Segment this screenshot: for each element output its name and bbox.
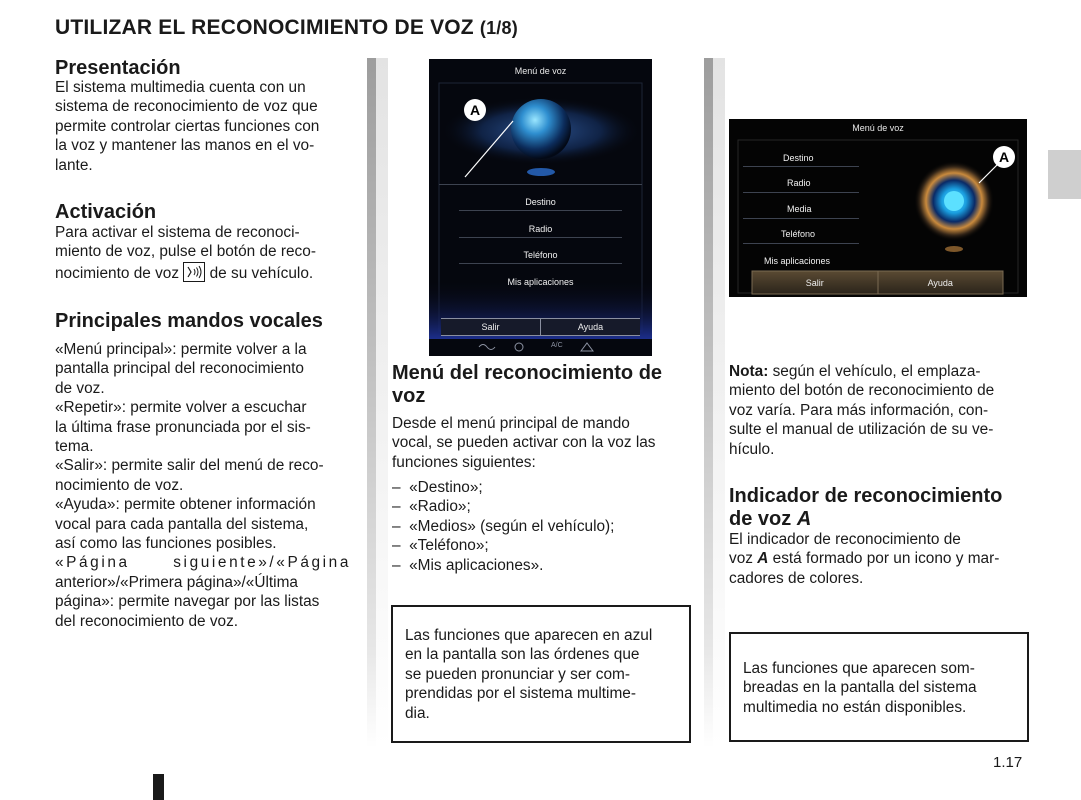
presentacion-text xyxy=(55,78,351,175)
list-item: – «Mis aplicaciones». xyxy=(392,556,544,574)
voice-functions-list xyxy=(392,478,614,575)
menu-item-media[interactable]: Media xyxy=(787,204,812,214)
menu-item-mis-aplicaciones[interactable]: Mis aplicaciones xyxy=(764,256,831,266)
text-line: «Menú principal»: permite volver a la xyxy=(55,341,307,358)
action-bar xyxy=(752,275,1003,292)
text-line: lante. xyxy=(55,156,93,174)
column-divider-right-shade xyxy=(713,58,725,748)
page-edge-marker xyxy=(153,774,164,800)
voice-menu-screen-portrait xyxy=(429,59,652,356)
screen-title: Menú de voz xyxy=(852,123,904,133)
column-divider-left xyxy=(367,58,376,748)
text-line: de su vehículo. xyxy=(209,264,314,282)
list-item: – «Destino»; xyxy=(392,479,483,496)
text-line: según el vehículo, el emplaza- xyxy=(772,363,981,380)
text-line: así como las funciones posibles. xyxy=(55,535,277,553)
section-side-tab xyxy=(1048,150,1081,199)
menu-divider xyxy=(743,218,859,219)
text-line: Para activar el sistema de reconoci- xyxy=(55,224,300,241)
ac-label: A/C xyxy=(551,342,563,349)
menu-divider xyxy=(743,166,859,167)
page-title-part: (1/8) xyxy=(479,18,518,38)
note-box-shaded-functions xyxy=(729,632,1029,742)
mandos-heading: Principales mandos vocales xyxy=(55,310,323,332)
text-line: Desde el menú principal de mando xyxy=(392,415,630,432)
text-line: de voz. xyxy=(55,379,105,397)
menu-item-destino[interactable]: Destino xyxy=(783,153,814,163)
text-line: permite controlar ciertas funciones con xyxy=(55,117,320,135)
menu-divider xyxy=(439,184,642,185)
list-item: – «Teléfono»; xyxy=(392,537,489,555)
menu-item-telefono[interactable]: Teléfono xyxy=(523,250,558,260)
heading-line: de voz xyxy=(729,508,792,530)
menu-voz-heading xyxy=(392,362,662,408)
indicador-heading xyxy=(729,485,1002,531)
voice-button-icon xyxy=(183,262,205,282)
text-line: «Página siguiente»/«Página xyxy=(55,554,351,572)
text-line: página»: permite navegar por las listas xyxy=(55,593,320,611)
text-line: del reconocimiento de voz. xyxy=(55,612,239,630)
text-line: anterior»/«Primera página»/«Última xyxy=(55,573,298,591)
screen-background-graphic xyxy=(429,59,652,356)
text-line: Las funciones que aparecen som- xyxy=(743,660,975,677)
text-line: «Ayuda»: permite obtener información xyxy=(55,496,316,514)
text-line: vocal, se pueden activar con la voz las xyxy=(392,434,656,452)
list-item: – «Medios» (según el vehículo); xyxy=(392,517,615,535)
column-divider-left-shade xyxy=(376,58,388,748)
page-number: 1.17 xyxy=(993,754,1023,771)
text-line: dia. xyxy=(405,704,430,722)
text-line: pantalla principal del reconocimiento xyxy=(55,360,304,378)
text-line: nocimiento de voz xyxy=(55,264,180,282)
text-line: El indicador de reconocimiento de xyxy=(729,531,961,548)
menu-item-mis-aplicaciones[interactable]: Mis aplicaciones xyxy=(507,277,574,287)
text-line: vocal para cada pantalla del sistema, xyxy=(55,515,309,533)
text-line: sulte el manual de utilización de su ve- xyxy=(729,421,994,439)
text-line: «Repetir»: permite volver a escuchar xyxy=(55,399,307,417)
screen-title: Menú de voz xyxy=(514,66,567,76)
menu-divider xyxy=(743,192,859,193)
indicador-text xyxy=(729,530,1027,588)
menu-item-radio[interactable]: Radio xyxy=(528,224,553,234)
heading-letter: A xyxy=(796,508,812,530)
callout-a: A xyxy=(464,99,486,121)
activacion-heading: Activación xyxy=(55,201,157,223)
action-bar xyxy=(441,318,640,336)
heading-line: Indicador de reconocimiento xyxy=(729,485,1003,507)
text-line: nocimiento de voz. xyxy=(55,476,184,494)
warning-icon xyxy=(581,343,593,351)
status-bar xyxy=(477,341,607,353)
text-line: la última frase pronunciada por el sis- xyxy=(55,418,311,436)
text-line: en la pantalla son las órdenes que xyxy=(405,646,640,664)
text-line: hículo. xyxy=(729,440,775,458)
text-line: sistema de reconocimiento de voz que xyxy=(55,98,318,116)
menu-divider xyxy=(743,243,859,244)
callout-a: A xyxy=(993,146,1015,168)
text-line: la voz y mantener las manos en el vo- xyxy=(55,137,315,155)
menu-divider xyxy=(459,237,622,238)
nota-text xyxy=(729,362,1027,459)
text-line: cadores de colores. xyxy=(729,569,864,587)
text-line: está formado por un icono y mar- xyxy=(772,550,1000,568)
indicator-letter: A xyxy=(757,550,769,568)
voice-menu-screen-landscape xyxy=(729,119,1027,297)
menu-item-radio[interactable]: Radio xyxy=(787,178,811,188)
text-line: funciones siguientes: xyxy=(392,453,536,471)
text-line: prendidas por el sistema multime- xyxy=(405,685,636,703)
page-title xyxy=(55,16,518,40)
note-box-blue-functions xyxy=(391,605,691,743)
text-line: «Salir»: permite salir del menú de reco- xyxy=(55,457,324,475)
salir-button[interactable]: Salir xyxy=(441,319,541,335)
text-line: voz varía. Para más información, con- xyxy=(729,401,989,419)
salir-button[interactable]: Salir xyxy=(805,278,824,288)
menu-voz-text xyxy=(392,414,688,472)
heading-line: Menú del reconocimiento de xyxy=(392,362,663,384)
activacion-text xyxy=(55,223,351,283)
column-divider-right xyxy=(704,58,713,748)
fan-airflow-icon xyxy=(479,345,495,350)
text-line: tema. xyxy=(55,438,94,456)
text-line: breadas en la pantalla del sistema xyxy=(743,679,977,697)
mandos-text xyxy=(55,340,351,631)
text-line: multimedia no están disponibles. xyxy=(743,698,967,716)
menu-divider xyxy=(459,210,622,211)
nota-label: Nota: xyxy=(729,363,769,380)
menu-item-telefono[interactable]: Teléfono xyxy=(781,229,816,239)
page-title-text: UTILIZAR EL RECONOCIMIENTO DE VOZ xyxy=(55,16,474,39)
ayuda-button[interactable]: Ayuda xyxy=(577,322,604,332)
text-line: Las funciones que aparecen en azul xyxy=(405,627,653,644)
text-line: se pueden pronunciar y ser com- xyxy=(405,665,630,683)
text-line: El sistema multimedia cuenta con un xyxy=(55,79,306,96)
list-item: – «Radio»; xyxy=(392,498,471,516)
text-line: miento de voz, pulse el botón de reco- xyxy=(55,243,316,261)
ayuda-button[interactable]: Ayuda xyxy=(927,278,953,288)
presentacion-heading: Presentación xyxy=(55,57,181,79)
heading-line: voz xyxy=(392,385,426,407)
text-line: miento del botón de reconocimiento de xyxy=(729,382,995,400)
menu-item-destino[interactable]: Destino xyxy=(525,197,556,207)
fan-icon xyxy=(515,343,523,351)
text-line: voz xyxy=(729,550,753,568)
menu-divider xyxy=(459,263,622,264)
